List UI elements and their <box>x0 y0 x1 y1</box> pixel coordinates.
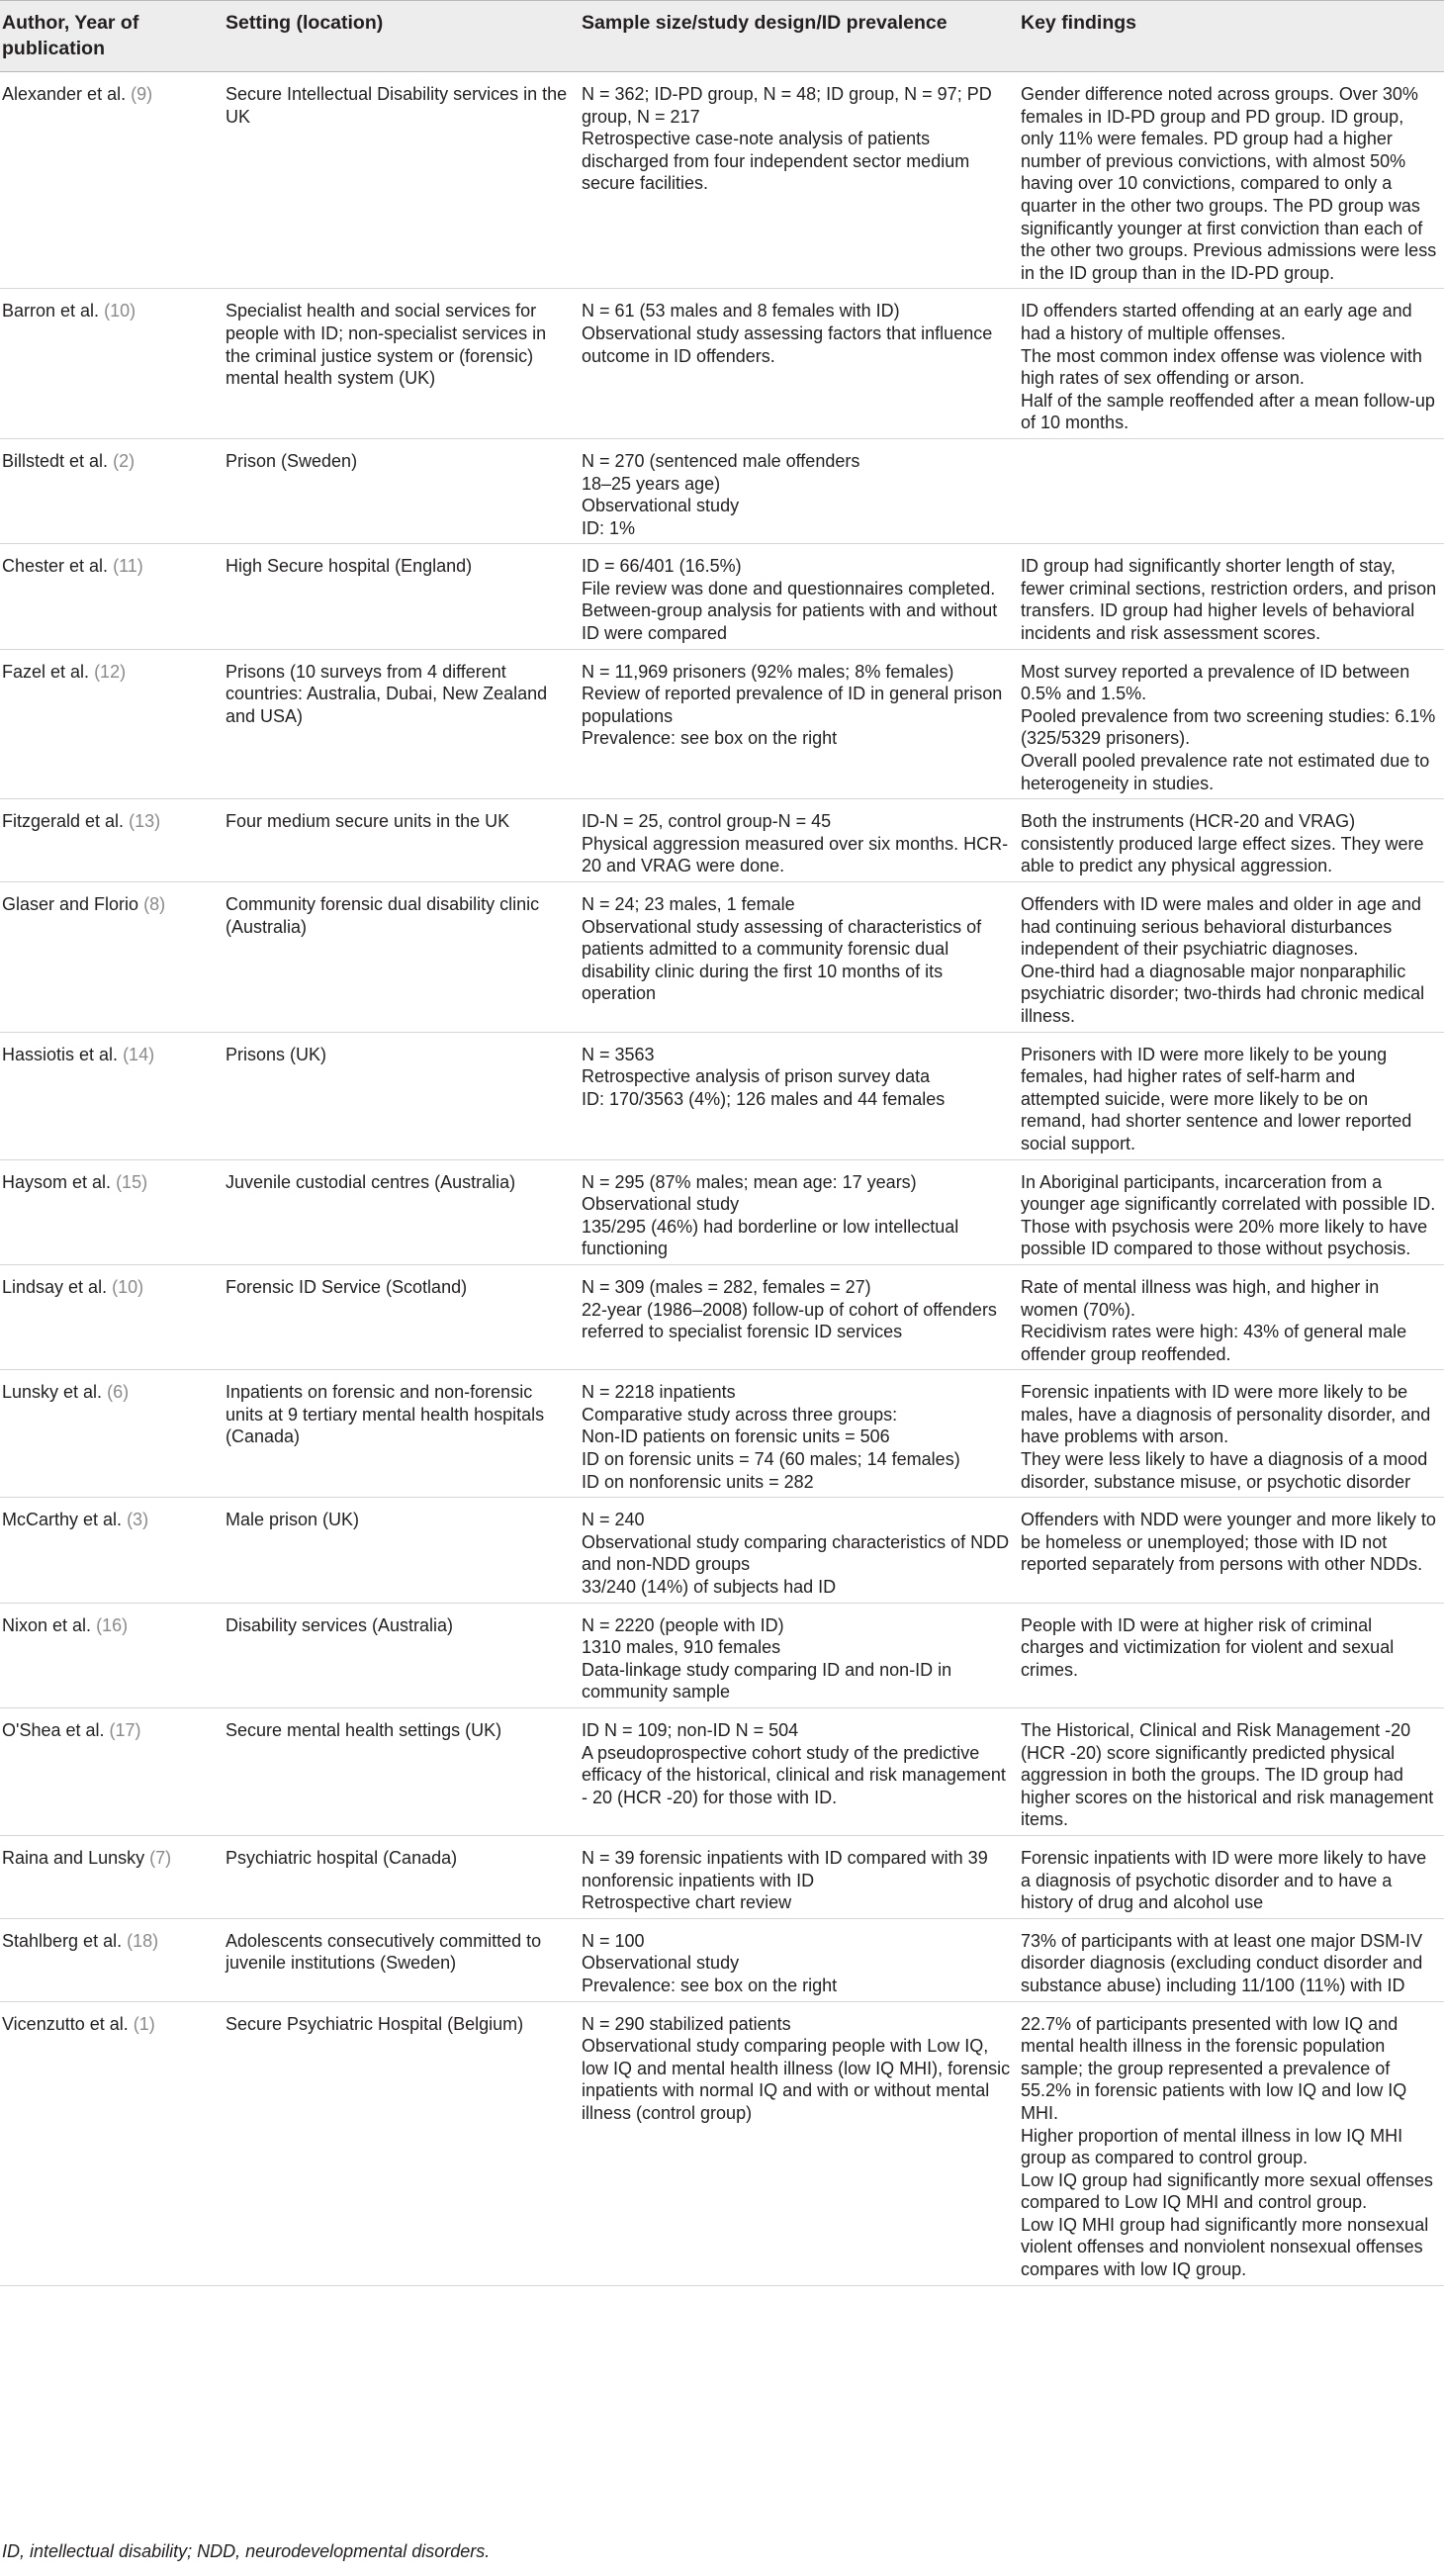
reference-number: (18) <box>127 1930 159 1951</box>
design-cell <box>580 1918 1019 2001</box>
findings-cell <box>1019 438 1444 543</box>
design-line: Data-linkage study comparing ID and non-ID in community sample <box>582 1659 952 1702</box>
findings-cell <box>1019 1603 1444 1707</box>
author-cell <box>0 72 224 289</box>
setting-cell <box>224 289 580 439</box>
design-line: Retrospective case-note analysis of patients discharged from four independent sector medium secure facilities. <box>582 129 970 194</box>
setting-text: Secure mental health settings (UK) <box>226 1720 502 1740</box>
finding-line: Gender difference noted across groups. Over 30% females in ID-PD group and PD group. ID group, only 11% were females. PD group had a higher number of previous convictions, with almost 50% having over 10 convictions, compared to only a quarter in the other two groups. The PD group was significantly younger at first conviction than each of the other two groups. Previous admissions were less in the ID group than in the ID-PD group. <box>1021 84 1437 283</box>
finding-line: People with ID were at higher risk of criminal charges and victimization for violent and sexual crimes. <box>1021 1614 1395 1680</box>
findings-cell <box>1019 799 1444 882</box>
setting-text: Inpatients on forensic and non-forensic units at 9 tertiary mental health hospitals (Canada) <box>226 1382 545 1447</box>
design-line: ID on nonforensic units = 282 <box>582 1471 814 1492</box>
design-line: Observational study assessing of characteristics of patients admitted to a community forensic dual disability clinic during the first 10 months of its operation <box>582 916 982 1004</box>
setting-cell <box>224 649 580 799</box>
design-cell <box>580 1603 1019 1707</box>
design-cell <box>580 1370 1019 1498</box>
setting-text: High Secure hospital (England) <box>226 556 473 577</box>
design-line: N = 309 (males = 282, females = 27) <box>582 1276 871 1297</box>
reference-number: (11) <box>113 556 143 577</box>
design-line: 33/240 (14%) of subjects had ID <box>582 1577 837 1598</box>
table-body <box>0 72 1444 2286</box>
author-name: Fitzgerald et al. <box>2 811 125 832</box>
setting-text: Community forensic dual disability clinic (Australia) <box>226 894 540 937</box>
header-findings: Key findings <box>1021 12 1137 34</box>
setting-cell <box>224 799 580 882</box>
author-name: Lunsky et al. <box>2 1382 103 1403</box>
findings-cell <box>1019 1708 1444 1836</box>
design-line: N = 295 (87% males; mean age: 17 years) <box>582 1171 917 1192</box>
design-cell <box>580 289 1019 439</box>
header-setting: Setting (location) <box>226 12 384 34</box>
design-cell <box>580 649 1019 799</box>
author-cell <box>0 1918 224 2001</box>
setting-cell <box>224 1835 580 1918</box>
finding-line: The Historical, Clinical and Risk Management -20 (HCR -20) score significantly predicted physical aggression in both the groups. The ID group had higher scores on the historical and risk management items. <box>1021 1720 1434 1830</box>
design-cell <box>580 438 1019 543</box>
author-cell <box>0 1603 224 1707</box>
finding-line: Recidivism rates were high: 43% of general male offender group reoffended. <box>1021 1322 1407 1364</box>
design-line: N = 100 <box>582 1930 645 1951</box>
author-cell <box>0 1159 224 1264</box>
author-name: McCarthy et al. <box>2 1510 123 1530</box>
setting-cell <box>224 72 580 289</box>
author-name: Chester et al. <box>2 556 109 577</box>
findings-cell <box>1019 289 1444 439</box>
design-line: 22-year (1986–2008) follow-up of cohort of offenders referred to specialist forensic ID services <box>582 1299 997 1342</box>
header-row <box>0 1 1444 72</box>
table-row <box>0 1159 1444 1264</box>
setting-cell <box>224 1708 580 1836</box>
design-line: Prevalence: see box on the right <box>582 728 838 749</box>
findings-cell <box>1019 1032 1444 1159</box>
finding-line: 73% of participants with at least one major DSM-IV disorder diagnosis (excluding conduct disorder and substance abuse) including 11/100 (11%) with ID <box>1021 1930 1423 1995</box>
design-line: Retrospective analysis of prison survey data <box>582 1066 931 1087</box>
design-line: Observational study <box>582 496 740 516</box>
table-row <box>0 72 1444 289</box>
setting-text: Adolescents consecutively committed to juvenile institutions (Sweden) <box>226 1930 542 1974</box>
author-cell <box>0 1264 224 1369</box>
design-line: Observational study <box>582 1194 740 1215</box>
finding-line: Higher proportion of mental illness in low IQ MHI group as compared to control group. <box>1021 2125 1403 2168</box>
table-row <box>0 1835 1444 1918</box>
setting-cell <box>224 1370 580 1498</box>
design-cell <box>580 2001 1019 2285</box>
design-line: Observational study comparing characteristics of NDD and non-NDD groups <box>582 1531 1010 1575</box>
finding-line: ID group had significantly shorter length of stay, fewer criminal sections, restriction orders, and prison transfers. ID group had higher levels of behavioral incidents and risk assessment scores. <box>1021 556 1437 644</box>
table-row <box>0 799 1444 882</box>
findings-cell <box>1019 1918 1444 2001</box>
setting-cell <box>224 1264 580 1369</box>
table-row <box>0 1708 1444 1836</box>
table-row <box>0 289 1444 439</box>
table-row <box>0 1603 1444 1707</box>
reference-number: (9) <box>131 84 153 104</box>
finding-line: Pooled prevalence from two screening studies: 6.1% (325/5329 prisoners). <box>1021 705 1436 749</box>
findings-cell <box>1019 882 1444 1033</box>
finding-line: Forensic inpatients with ID were more likely to be males, have a diagnosis of personality disorder, and have problems with arson. <box>1021 1382 1431 1447</box>
author-cell <box>0 1835 224 1918</box>
finding-line: Forensic inpatients with ID were more likely to have a diagnosis of psychotic disorder and to have a history of drug and alcohol use <box>1021 1847 1427 1913</box>
setting-text: Disability services (Australia) <box>226 1614 454 1635</box>
reference-number: (1) <box>133 2013 155 2034</box>
design-line: N = 362; ID-PD group, N = 48; ID group, N = 97; PD group, N = 217 <box>582 84 992 127</box>
reference-number: (16) <box>96 1614 129 1635</box>
design-line: Retrospective chart review <box>582 1892 792 1913</box>
author-name: O'Shea et al. <box>2 1720 105 1740</box>
author-name: Glaser and Florio <box>2 894 139 914</box>
table-row <box>0 882 1444 1033</box>
finding-line: Both the instruments (HCR-20 and VRAG) consistently produced large effect sizes. They were able to predict any physical aggression. <box>1021 811 1424 876</box>
design-line: 18–25 years age) <box>582 473 721 494</box>
author-cell <box>0 1708 224 1836</box>
design-cell <box>580 544 1019 649</box>
author-cell <box>0 799 224 882</box>
design-line: ID N = 109; non-ID N = 504 <box>582 1720 799 1740</box>
design-line: N = 11,969 prisoners (92% males; 8% females) <box>582 661 954 682</box>
finding-line: Prisoners with ID were more likely to be young females, had higher rates of self-harm and attempted suicide, were more likely to be on remand, had shorter sentence and lower reported social support. <box>1021 1044 1412 1153</box>
setting-text: Forensic ID Service (Scotland) <box>226 1276 468 1297</box>
design-cell <box>580 1498 1019 1603</box>
finding-line: Rate of mental illness was high, and higher in women (70%). <box>1021 1276 1380 1320</box>
finding-line: One-third had a diagnosable major nonparaphilic psychiatric disorder; two-thirds had chronic medical illness. <box>1021 961 1425 1026</box>
findings-cell <box>1019 72 1444 289</box>
finding-line: Low IQ group had significantly more sexual offenses compared to Low IQ MHI and control group. <box>1021 2169 1433 2213</box>
finding-line: Overall pooled prevalence rate not estimated due to heterogeneity in studies. <box>1021 751 1430 793</box>
design-line: N = 39 forensic inpatients with ID compared with 39 nonforensic inpatients with ID <box>582 1847 988 1890</box>
finding-line: They were less likely to have a diagnosis of a mood disorder, substance misuse, or psychotic disorder <box>1021 1449 1428 1492</box>
design-line: Observational study assessing factors that influence outcome in ID offenders. <box>582 322 993 366</box>
author-name: Alexander et al. <box>2 84 127 104</box>
design-line: File review was done and questionnaires completed. Between-group analysis for patients with and without ID were compared <box>582 578 998 644</box>
reference-number: (8) <box>143 894 166 914</box>
table-row <box>0 1264 1444 1369</box>
reference-number: (10) <box>104 301 136 322</box>
setting-cell <box>224 2001 580 2285</box>
design-line: 135/295 (46%) had borderline or low intellectual functioning <box>582 1216 959 1259</box>
author-cell <box>0 1032 224 1159</box>
author-name: Nixon et al. <box>2 1614 92 1635</box>
findings-cell <box>1019 2001 1444 2285</box>
design-line: N = 3563 <box>582 1044 655 1064</box>
reference-number: (7) <box>149 1847 172 1868</box>
table-row <box>0 544 1444 649</box>
setting-cell <box>224 882 580 1033</box>
author-name: Raina and Lunsky <box>2 1847 145 1868</box>
table-row <box>0 1918 1444 2001</box>
setting-text: Prison (Sweden) <box>226 450 358 471</box>
author-cell <box>0 1498 224 1603</box>
author-cell <box>0 544 224 649</box>
reference-number: (15) <box>116 1171 148 1192</box>
design-line: Prevalence: see box on the right <box>582 1975 838 1995</box>
finding-line: ID offenders started offending at an early age and had a history of multiple offenses. <box>1021 301 1412 343</box>
author-cell <box>0 2001 224 2285</box>
setting-cell <box>224 1498 580 1603</box>
setting-cell <box>224 438 580 543</box>
reference-number: (3) <box>127 1510 149 1530</box>
setting-text: Four medium secure units in the UK <box>226 811 510 832</box>
author-name: Stahlberg et al. <box>2 1930 123 1951</box>
reference-number: (17) <box>109 1720 141 1740</box>
header-author: Author, Year of publication <box>2 12 139 59</box>
findings-cell <box>1019 1370 1444 1498</box>
findings-cell <box>1019 1264 1444 1369</box>
author-cell <box>0 1370 224 1498</box>
reference-number: (13) <box>129 811 161 832</box>
author-cell <box>0 289 224 439</box>
setting-text: Secure Psychiatric Hospital (Belgium) <box>226 2013 524 2034</box>
author-name: Hassiotis et al. <box>2 1044 119 1064</box>
design-line: Review of reported prevalence of ID in general prison populations <box>582 684 1003 726</box>
author-cell <box>0 649 224 799</box>
finding-line: Offenders with NDD were younger and more likely to be homeless or unemployed; those with ID not reported separately from persons with other NDDs. <box>1021 1510 1436 1575</box>
setting-text: Juvenile custodial centres (Australia) <box>226 1171 516 1192</box>
design-line: N = 2220 (people with ID) <box>582 1614 784 1635</box>
design-cell <box>580 799 1019 882</box>
author-name: Lindsay et al. <box>2 1276 108 1297</box>
design-line: N = 2218 inpatients <box>582 1382 736 1403</box>
author-name: Billstedt et al. <box>2 450 109 471</box>
table-row <box>0 1498 1444 1603</box>
reference-number: (2) <box>113 450 135 471</box>
header-design: Sample size/study design/ID prevalence <box>582 12 948 34</box>
design-cell <box>580 72 1019 289</box>
table-footnote: ID, intellectual disability; NDD, neurodevelopmental disorders. <box>2 2541 491 2561</box>
table-header <box>0 1 1444 72</box>
reference-number: (10) <box>112 1276 144 1297</box>
setting-cell <box>224 1159 580 1264</box>
reference-number: (14) <box>123 1044 155 1064</box>
author-name: Fazel et al. <box>2 661 90 682</box>
finding-line: In Aboriginal participants, incarceration from a younger age significantly correlated with possible ID. Those with psychosis were 20% more likely to have possible ID compared to those without psychosis. <box>1021 1171 1436 1259</box>
finding-line: Offenders with ID were males and older in age and had continuing serious behavioral disturbances independent of their psychiatric diagnoses. <box>1021 894 1421 960</box>
author-name: Haysom et al. <box>2 1171 112 1192</box>
setting-text: Secure Intellectual Disability services in the UK <box>226 84 568 127</box>
setting-text: Psychiatric hospital (Canada) <box>226 1847 458 1868</box>
setting-cell <box>224 544 580 649</box>
design-line: N = 270 (sentenced male offenders <box>582 450 860 471</box>
findings-cell <box>1019 1159 1444 1264</box>
reference-number: (6) <box>107 1382 130 1403</box>
design-cell <box>580 882 1019 1033</box>
table-row <box>0 1370 1444 1498</box>
author-cell <box>0 438 224 543</box>
design-line: Observational study comparing people with Low IQ, low IQ and mental health illness (low IQ MHI), forensic inpatients with normal IQ and with or without mental illness (control group) <box>582 2036 1011 2123</box>
reference-number: (12) <box>94 661 127 682</box>
design-line: 1310 males, 910 females <box>582 1637 781 1658</box>
finding-line: Most survey reported a prevalence of ID between 0.5% and 1.5%. <box>1021 661 1410 704</box>
design-cell <box>580 1032 1019 1159</box>
findings-cell <box>1019 1835 1444 1918</box>
setting-text: Specialist health and social services for people with ID; non-specialist services in the criminal justice system or (forensic) mental health system (UK) <box>226 301 547 389</box>
setting-cell <box>224 1918 580 2001</box>
design-cell <box>580 1264 1019 1369</box>
design-line: Comparative study across three groups: <box>582 1404 898 1425</box>
findings-cell <box>1019 544 1444 649</box>
table-row <box>0 438 1444 543</box>
finding-line: Low IQ MHI group had significantly more nonsexual violent offenses and nonviolent nonsexual offenses compares with low IQ group. <box>1021 2214 1429 2280</box>
design-line: A pseudoprospective cohort study of the predictive efficacy of the historical, clinical and risk management - 20 (HCR -20) for those with ID. <box>582 1742 1006 1807</box>
author-cell <box>0 882 224 1033</box>
table-row <box>0 1032 1444 1159</box>
design-line: Non-ID patients on forensic units = 506 <box>582 1426 890 1447</box>
finding-line: Half of the sample reoffended after a mean follow-up of 10 months. <box>1021 390 1435 433</box>
setting-text: Prisons (10 surveys from 4 different countries: Australia, Dubai, New Zealand and USA) <box>226 661 548 726</box>
design-line: ID: 170/3563 (4%); 126 males and 44 females <box>582 1088 946 1109</box>
design-line: Physical aggression measured over six months. HCR-20 and VRAG were done. <box>582 833 1009 876</box>
findings-cell <box>1019 649 1444 799</box>
author-name: Barron et al. <box>2 301 100 322</box>
design-cell <box>580 1708 1019 1836</box>
design-cell <box>580 1159 1019 1264</box>
design-line: N = 290 stabilized patients <box>582 2013 791 2034</box>
setting-cell <box>224 1603 580 1707</box>
author-name: Vicenzutto et al. <box>2 2013 129 2034</box>
design-line: N = 24; 23 males, 1 female <box>582 894 795 914</box>
design-line: N = 240 <box>582 1510 645 1530</box>
setting-text: Male prison (UK) <box>226 1510 360 1530</box>
setting-text: Prisons (UK) <box>226 1044 327 1064</box>
design-line: ID-N = 25, control group-N = 45 <box>582 811 832 832</box>
finding-line: The most common index offense was violence with high rates of sex offending or arson. <box>1021 345 1422 389</box>
design-line: ID on forensic units = 74 (60 males; 14 females) <box>582 1449 960 1470</box>
setting-cell <box>224 1032 580 1159</box>
design-line: ID: 1% <box>582 517 636 538</box>
design-line: N = 61 (53 males and 8 females with ID) <box>582 301 900 322</box>
finding-line: 22.7% of participants presented with low IQ and mental health illness in the forensic population sample; the group represented a prevalence of 55.2% in forensic patients with low IQ and low IQ MHI. <box>1021 2013 1407 2123</box>
design-line: Observational study <box>582 1953 740 1974</box>
findings-cell <box>1019 1498 1444 1603</box>
design-line: ID = 66/401 (16.5%) <box>582 556 742 577</box>
design-cell <box>580 1835 1019 1918</box>
table-row <box>0 649 1444 799</box>
table-row <box>0 2001 1444 2285</box>
